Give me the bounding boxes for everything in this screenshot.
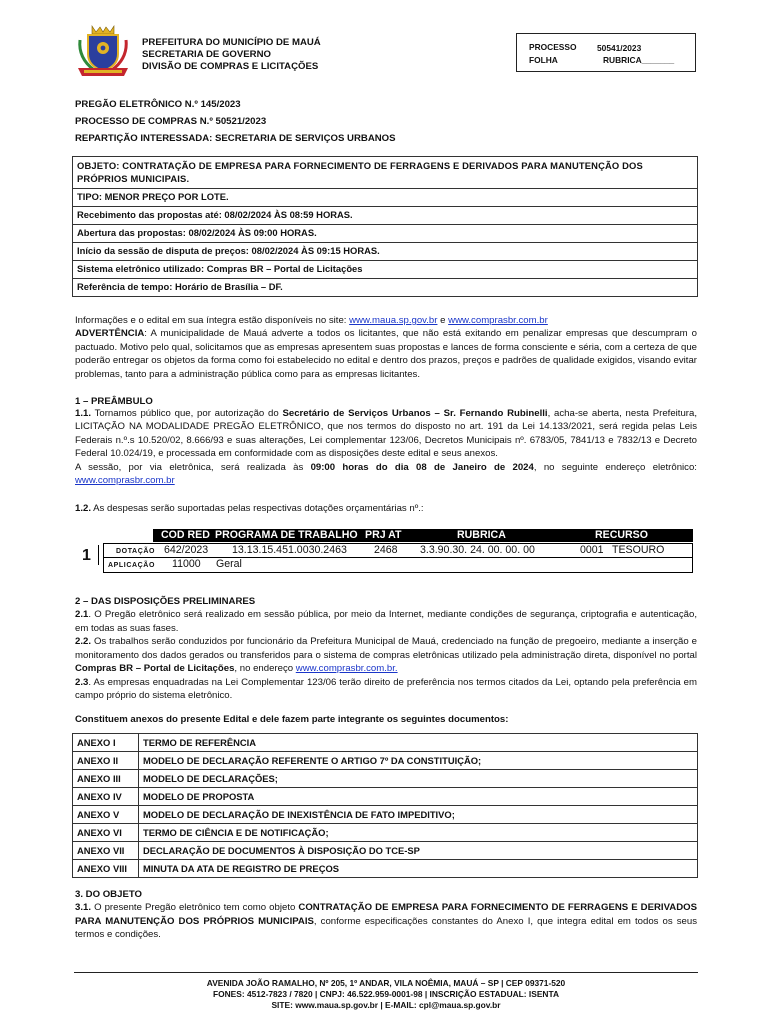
- disposicoes-2-3: 2.3. As empresas enquadradas na Lei Complementar 123/06 terão direito de preferência nos termos citados da Lei, optando pela preferência em campo próprio do sistema eletrônico.: [75, 676, 697, 701]
- objeto-section: [75, 888, 697, 942]
- anexos-table: [72, 733, 698, 878]
- table-row: [73, 806, 698, 824]
- aplicacao-label: APLICAÇÃO: [108, 562, 156, 569]
- table-row: [73, 824, 698, 842]
- processo-value: 50541/2023: [597, 43, 642, 53]
- reparticao-interessada: REPARTIÇÃO INTERESSADA: SECRETARIA DE SERVIÇOS URBANOS: [75, 133, 396, 144]
- disposicoes-2-1: 2.1. O Pregão eletrônico será realizado em sessão pública, por meio da Internet, mediante condições de segurança, criptografia e autenticação, em todas as suas fases.: [75, 609, 697, 634]
- budget-allocation-block: [75, 529, 693, 573]
- advertencia-label: ADVERTÊNCIA: [75, 328, 145, 340]
- process-stamp-box: [516, 33, 696, 72]
- allocation-number: 1: [75, 545, 99, 565]
- footer-address: AVENIDA JOÃO RAMALHO, Nº 205, 1º ANDAR, VILA NOÊMIA, MAUÁ – SP | CEP 09371-520: [206, 978, 566, 988]
- disposicoes-section: [75, 595, 697, 702]
- anexo-number: ANEXO VI: [73, 824, 139, 842]
- aplicacao-desc: Geral: [216, 558, 242, 570]
- reference-block: [75, 96, 396, 147]
- header-cod-red: COD RED: [161, 529, 210, 541]
- processo-label: PROCESSO: [529, 42, 577, 52]
- info-availability-paragraph: Informações e o edital em sua íntegra estão disponíveis no site: www.maua.sp.gov.br e www.comprasbr.com.br: [75, 315, 548, 326]
- dotacao-programa: 13.13.15.451.0030.2463: [232, 544, 347, 556]
- comprasbr-portal-link[interactable]: www.comprasbr.com.br.: [295, 663, 398, 675]
- anexo-description: MODELO DE DECLARAÇÕES;: [139, 770, 698, 788]
- info-recebimento: Recebimento das propostas até: 08/02/2024 ÀS 08:59 HORAS.: [73, 207, 698, 225]
- aplicacao-row: [103, 558, 693, 573]
- header-programa: PROGRAMA DE TRABALHO: [215, 529, 358, 541]
- table-row: [73, 842, 698, 860]
- page-footer: [74, 978, 698, 1010]
- anexo-description: MODELO DE PROPOSTA: [139, 788, 698, 806]
- footer-divider: [74, 972, 698, 973]
- objeto-3-1: 3.1. O presente Pregão eletrônico tem como objeto CONTRATAÇÃO DE EMPRESA PARA FORNECIMENTO DE FERRAGENS E DERIVADOS PARA MANUTENÇÃO DOS PRÓPRIOS MUNICIPAIS, conforme especificações constantes do Anexo I, que integra edital em todos os seus termos e condições.: [75, 902, 698, 941]
- anexo-description: DECLARAÇÃO DE DOCUMENTOS À DISPOSIÇÃO DO TCE-SP: [139, 842, 698, 860]
- info-sistema: Sistema eletrônico utilizado: Compras BR – Portal de Licitações: [73, 261, 698, 279]
- anexo-description: MINUTA DA ATA DE REGISTRO DE PREÇOS: [139, 860, 698, 878]
- dotacao-prj-at: 2468: [374, 544, 398, 556]
- anexo-number: ANEXO V: [73, 806, 139, 824]
- info-referencia-tempo: Referência de tempo: Horário de Brasília – DF.: [73, 279, 698, 297]
- allocation-header: [153, 529, 693, 542]
- table-row: [73, 860, 698, 878]
- anexo-description: TERMO DE CIÊNCIA E DE NOTIFICAÇÃO;: [139, 824, 698, 842]
- header-organization: [142, 37, 321, 73]
- municipal-coat-of-arms-logo: [74, 24, 132, 78]
- footer-site-email: SITE: www.maua.sp.gov.br | E-MAIL: cpl@maua.sp.gov.br: [271, 999, 501, 1010]
- anexos-intro: Constituem anexos do presente Edital e dele fazem parte integrante os seguintes documentos:: [75, 714, 509, 725]
- org-line-3: DIVISÃO DE COMPRAS E LICITAÇÕES: [142, 61, 319, 72]
- anexo-number: ANEXO VII: [73, 842, 139, 860]
- info-abertura: Abertura das propostas: 08/02/2024 ÀS 09:00 HORAS.: [73, 225, 698, 243]
- footer-contacts: FONES: 4512-7823 / 7820 | CNPJ: 46.522.959-0001-98 | INSCRIÇÃO ESTADUAL: ISENTA: [212, 988, 560, 999]
- disposicoes-2-2: 2.2. Os trabalhos serão conduzidos por funcionário da Prefeitura Municipal de Mauá, credenciado na função de pregoeiro, mediante a inserção e monitoramento dos dados gerados ou transferidos para o sistema de compras eletrônicas utilizado pela administração direta, disponível no portal Compras BR – Portal de Licitações, no endereço www.comprasbr.com.br.: [75, 636, 697, 675]
- anexo-number: ANEXO II: [73, 752, 139, 770]
- table-row: [73, 770, 698, 788]
- comprasbr-address-link[interactable]: www.comprasbr.com.br: [75, 475, 175, 487]
- comprasbr-site-link[interactable]: www.comprasbr.com.br: [448, 315, 548, 326]
- table-row: [73, 734, 698, 752]
- dotacao-cod-red: 642/2023: [164, 544, 209, 556]
- folha-label: FOLHA: [529, 55, 558, 65]
- rubrica-label: RUBRICA_______: [603, 55, 675, 65]
- anexo-description: MODELO DE DECLARAÇÃO DE INEXISTÊNCIA DE FATO IMPEDITIVO;: [139, 806, 698, 824]
- dotacao-rubrica: 3.3.90.30. 24. 00. 00. 00: [420, 544, 535, 556]
- pregao-number: PREGÃO ELETRÔNICO N.º 145/2023: [75, 99, 241, 110]
- preambulo-1-2: 1.2. As despesas serão suportadas pelas respectivas dotações orçamentárias nº.:: [75, 503, 424, 514]
- org-line-2: SECRETARIA DE GOVERNO: [142, 49, 271, 60]
- dotacao-label: DOTAÇÃO: [116, 548, 156, 555]
- dotacao-recurso-cod: 0001: [580, 544, 604, 556]
- processo-compras: PROCESSO DE COMPRAS N.º 50521/2023: [75, 116, 267, 127]
- header-recurso: RECURSO: [595, 529, 648, 541]
- intro-section: [75, 314, 697, 381]
- anexo-description: MODELO DE DECLARAÇÃO REFERENTE O ARTIGO 7º DA CONSTITUIÇÃO;: [139, 752, 698, 770]
- section-title-objeto: 3. DO OBJETO: [75, 889, 142, 900]
- info-inicio-sessao: Início da sessão de disputa de preços: 08/02/2024 ÀS 09:15 HORAS.: [73, 243, 698, 261]
- dotacao-row: [103, 543, 693, 558]
- table-row: [73, 752, 698, 770]
- anexo-number: ANEXO VIII: [73, 860, 139, 878]
- info-tipo: TIPO: MENOR PREÇO POR LOTE.: [73, 189, 698, 207]
- aplicacao-cod: 11000: [172, 558, 201, 570]
- header-rubrica: RUBRICA: [457, 529, 506, 541]
- info-objeto: OBJETO: CONTRATAÇÃO DE EMPRESA PARA FORNECIMENTO DE FERRAGENS E DERIVADOS PARA MANUTENÇÃO DOS PRÓPRIOS MUNICIPAIS.: [73, 157, 698, 189]
- table-row: [73, 788, 698, 806]
- anexo-number: ANEXO IV: [73, 788, 139, 806]
- anexo-description: TERMO DE REFERÊNCIA: [139, 734, 698, 752]
- maua-site-link[interactable]: www.maua.sp.gov.br: [349, 315, 438, 326]
- anexo-number: ANEXO III: [73, 770, 139, 788]
- header-prj-at: PRJ AT: [365, 529, 402, 541]
- section-title-disposicoes: 2 – DAS DISPOSIÇÕES PRELIMINARES: [75, 596, 256, 607]
- section-title-preambulo: 1 – PREÂMBULO: [75, 396, 153, 407]
- advertencia-paragraph: ADVERTÊNCIA: A municipalidade de Mauá adverte a todos os licitantes, que não está exitando em penalizar empresas que descumpram o pactuado. Motivo pelo qual, solicitamos que as empresas apresentem suas propostas e lances de forma consciente e séria, com a certeza de que poderão entregar os objetos da forma como foi estabelecido no edital e dentro dos prazos, preços e padrões de qualidade exigidos, visando evitar problemas, tanto para a administração pública como para as empresas licitantes.: [75, 328, 697, 380]
- anexo-number: ANEXO I: [73, 734, 139, 752]
- dotacao-recurso: TESOURO: [612, 544, 665, 556]
- bid-info-table: [72, 156, 698, 297]
- preambulo-1-1: 1.1. Tornamos público que, por autorização do Secretário de Serviços Urbanos – Sr. Fernando Rubinelli, acha-se aberta, nesta Prefeitura, LICITAÇÃO NA MODALIDADE PREGÃO ELETRÔNICO, que nos termos do disposto no art. 191 da Lei 14.133/2021, será regida pelas Leis Federais n.º.s 10.520/02, 8.666/93 e suas alterações, Lei complementar 123/06, Decretos Municipais nº. 6783/05, 7841/13 e 7832/13 e Decreto Federal 10.024/19, e processada em conformidade com as disposições deste edital e seus anexos. A sessão, por via eletrônica, será realizada às 09:00 horas do dia 08 de Janeiro de 2024, no seguinte endereço eletrônico: www.comprasbr.com.br: [75, 408, 697, 487]
- org-line-1: PREFEITURA DO MUNICÍPIO DE MAUÁ: [142, 37, 321, 48]
